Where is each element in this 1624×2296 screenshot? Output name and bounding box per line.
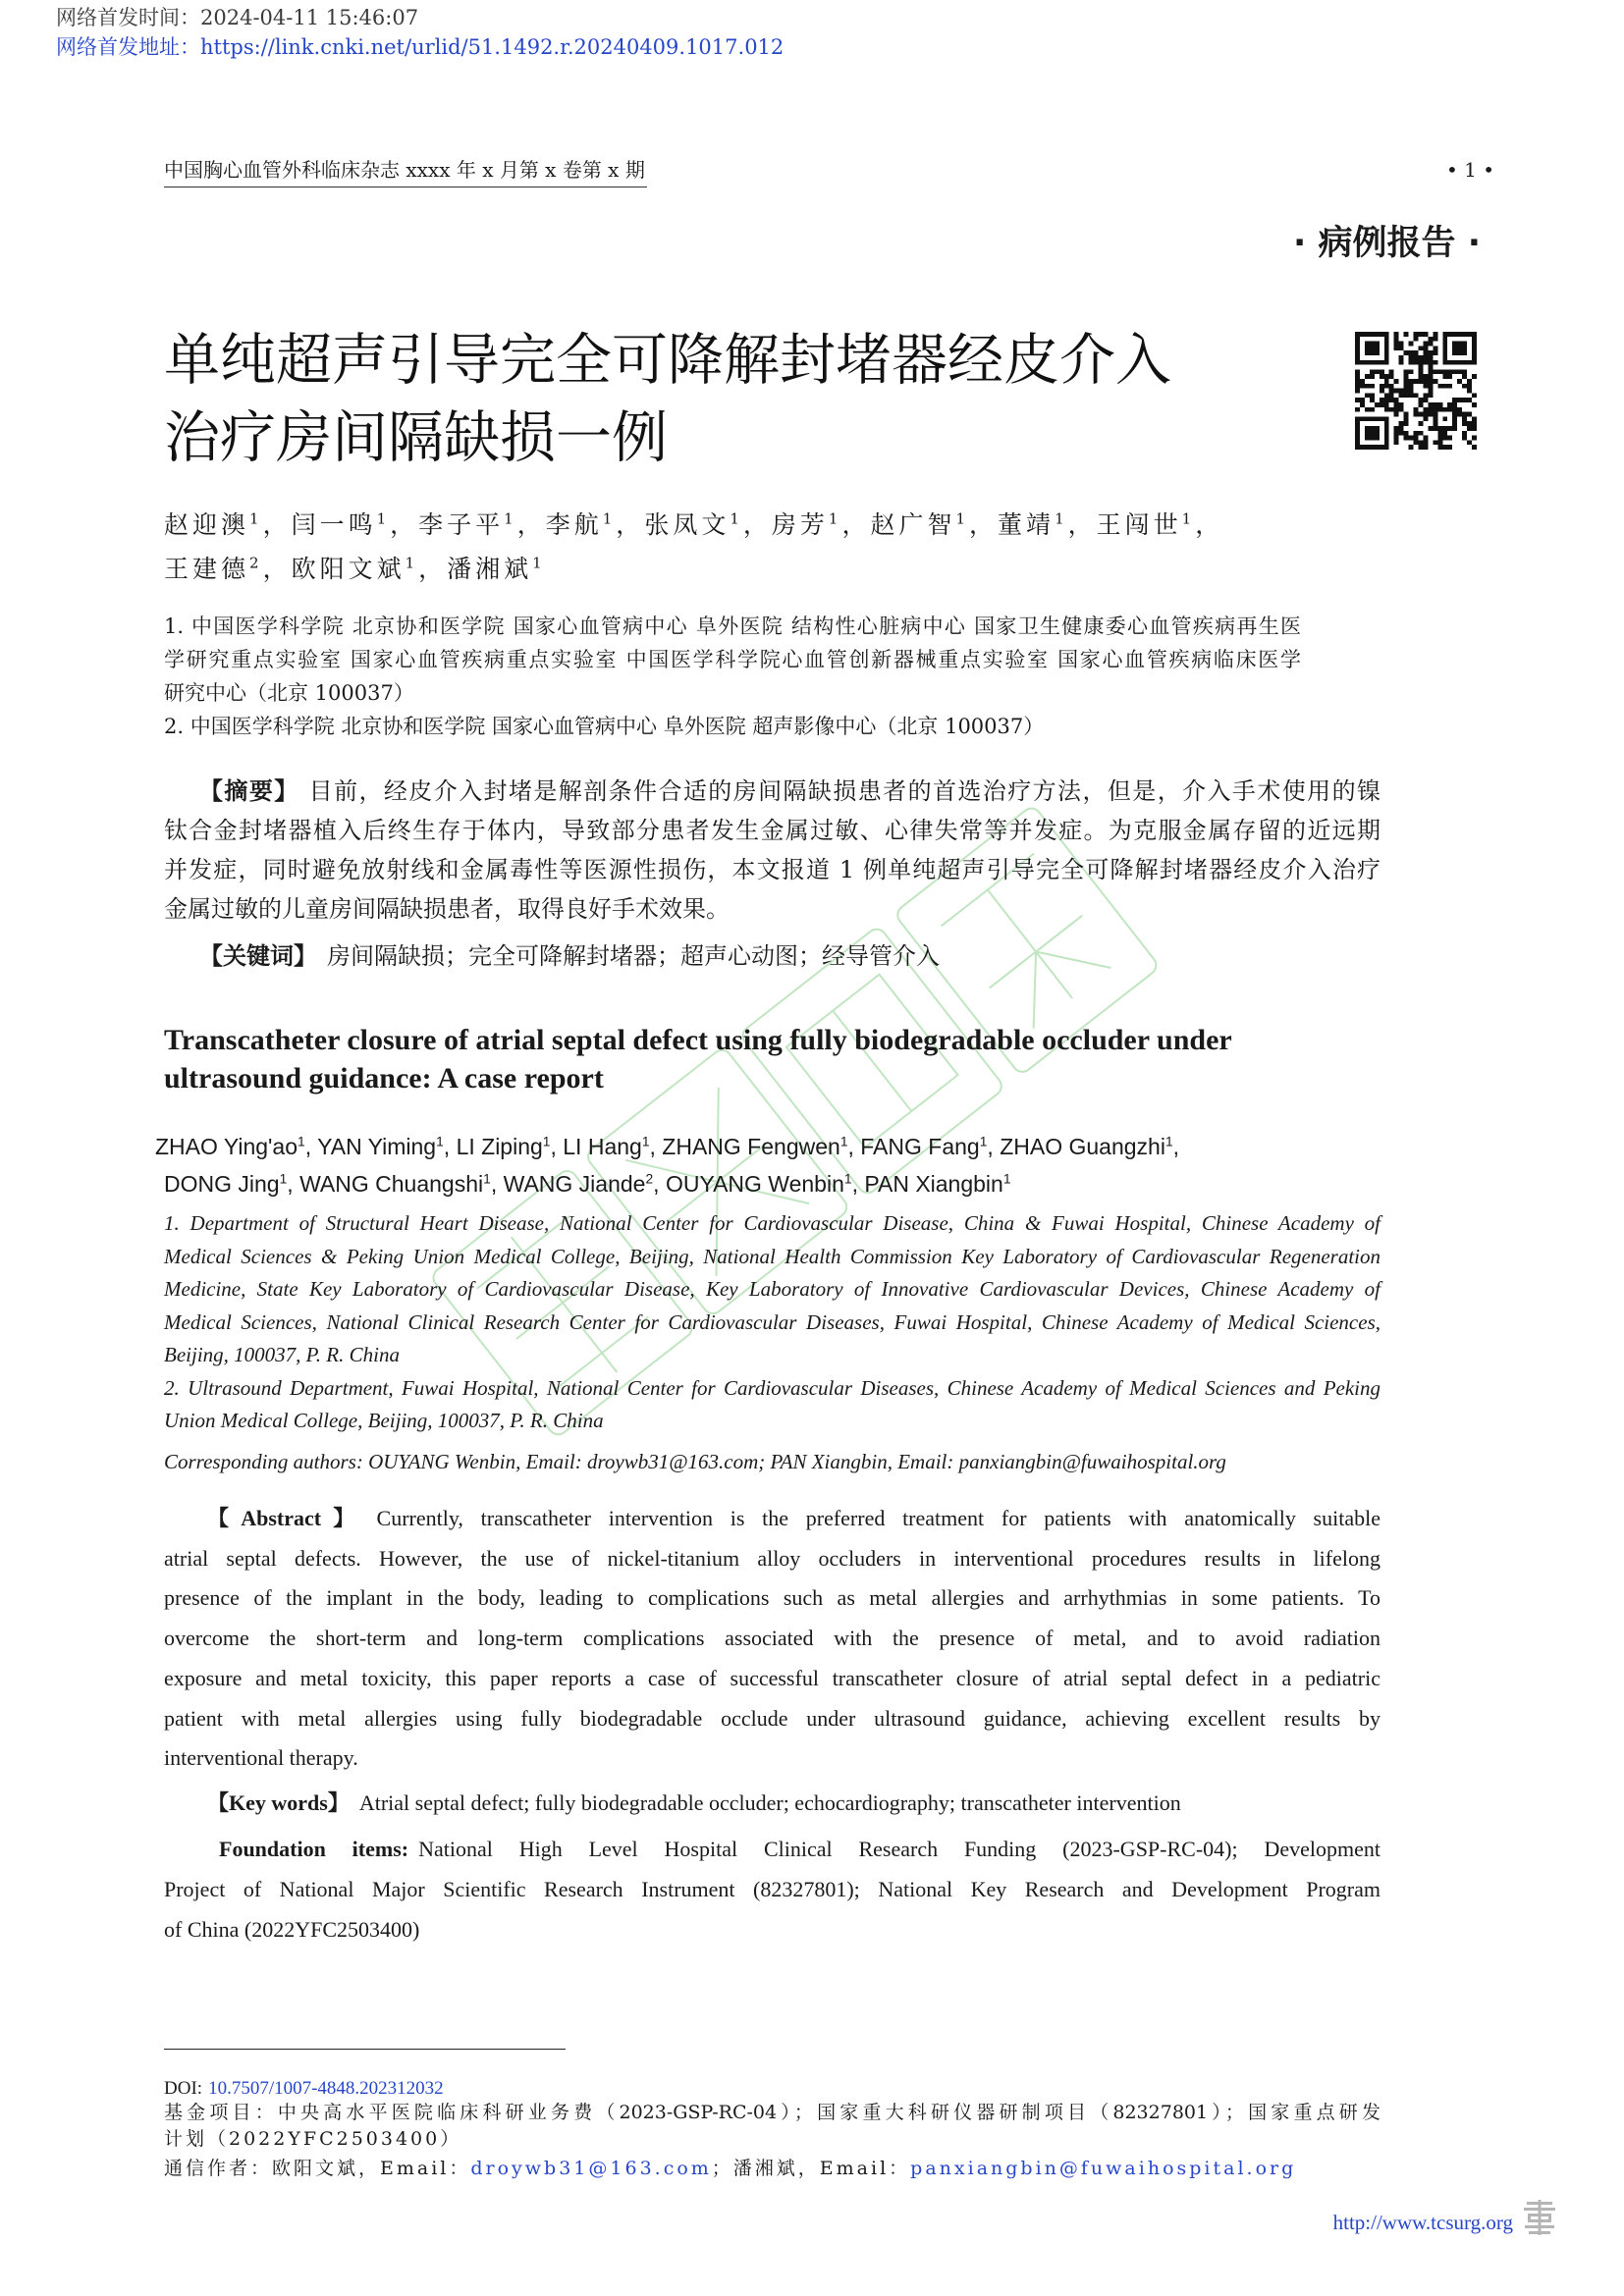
author-separator: ， (742, 510, 772, 539)
author-affiliation-mark: 1 (298, 1134, 305, 1149)
author-affiliation-mark: 1 (436, 1134, 444, 1149)
author-affiliation-mark: 1 (279, 1171, 288, 1187)
journal-header (164, 157, 647, 187)
foundation-en-label: Foundation items: (219, 1837, 409, 1861)
abstract-cn-line: 金属过敏的儿童房间隔缺损患者，取得良好手术效果。 (164, 895, 730, 923)
author-separator: ， (390, 510, 419, 539)
author-name: ZHANG Fengwen (662, 1134, 840, 1159)
author-separator: ， (841, 510, 871, 539)
author-name: 欧阳文斌 (291, 555, 406, 583)
footnote-funding (164, 2100, 1380, 2153)
footnote-corr-middle: ；潘湘斌，Email： (711, 2158, 911, 2179)
doi-link[interactable]: 10.7507/1007-4848.202312032 (208, 2078, 444, 2099)
affiliation-en-line: Beijing, 100037, P. R. China (164, 1343, 400, 1366)
author-name: 王建德 (164, 555, 250, 583)
footnote-doi (164, 2077, 1380, 2101)
author-affiliation-mark: 1 (405, 554, 419, 572)
author-affiliation-mark: 1 (641, 1134, 650, 1149)
keywords-cn-text: 房间隔缺损；完全可降解封堵器；超声心动图；经导管介入 (327, 942, 940, 970)
author-separator: , (304, 1134, 318, 1159)
website-link[interactable]: http://www.tcsurg.org (1332, 2211, 1513, 2234)
online-first-address-link[interactable]: https://link.cnki.net/urlid/51.1492.r.20240409.1017.012 (200, 35, 785, 59)
author-affiliation-mark: 1 (979, 1134, 988, 1149)
affiliation-cn-line: 研究中心（北京 100037） (164, 681, 414, 705)
abstract-cn-line: 并发症，同时避免放射线和金属毒性等医源性损伤，本文报道 1 例单纯超声引导完全可降解封堵器经皮介入治疗 (164, 856, 1380, 883)
page-number: • 1 • (1445, 158, 1494, 182)
author-affiliation-mark: 1 (1164, 1134, 1173, 1149)
author-name: 赵广智 (870, 510, 956, 539)
author-name: FANG Fang (860, 1134, 980, 1159)
online-first-address-label: 网络首发地址： (56, 35, 200, 59)
online-first-address (56, 35, 784, 59)
journal-logo-icon (1521, 2199, 1558, 2236)
author-affiliation-mark: 1 (542, 1134, 551, 1149)
author-name: 王闯世 (1096, 510, 1182, 539)
author-name: ZHAO Guangzhi (1000, 1134, 1165, 1159)
author-name: 李子平 (418, 510, 505, 539)
author-separator: ， (1067, 510, 1097, 539)
foundation-en-line: of China (2022YFC2503400) (164, 1917, 420, 1942)
author-separator: ， (969, 510, 999, 539)
affiliation-cn-line: 1. 中国医学科学院 北京协和医学院 国家心血管病中心 阜外医院 结构性心脏病中心 国家卫生健康委心血管疾病再生医 (164, 614, 1301, 638)
journal-issue: 中国胸心血管外科临床杂志 xxxx 年 x 月第 x 卷第 x 期 (164, 157, 647, 187)
author-name: WANG Chuangshi (299, 1171, 484, 1197)
author-affiliation-mark: 1 (376, 509, 391, 528)
foundation-en-line (164, 1829, 1380, 1869)
author-affiliation-mark: 1 (1002, 1171, 1011, 1187)
title-en (164, 1021, 1232, 1097)
author-separator: ， (418, 555, 448, 583)
abstract-cn-line (164, 772, 1380, 811)
author-affiliation-mark: 1 (504, 509, 517, 528)
online-first-time-label: 网络首发时间： (56, 6, 200, 29)
author-affiliation-mark: 1 (730, 509, 743, 528)
abstract-en-line: interventional therapy. (164, 1745, 358, 1771)
title-cn (164, 322, 1171, 477)
email-link[interactable]: droywb31@163.com (470, 2158, 712, 2179)
abstract-en-line: patient with metal allergies using fully biodegradable occlude under ultrasound guidance, achieving excellent results by (164, 1705, 1380, 1731)
footnote-rule (164, 2049, 566, 2050)
footnote-corresponding (164, 2156, 1380, 2181)
author-name: 张凤文 (644, 510, 731, 539)
authors-cn (164, 503, 1223, 591)
affiliation-en-line: Medical Sciences, National Clinical Research Center for Cardiovascular Diseases, Fuwai Hospital, Chinese Academy of Medical Sciences, (164, 1309, 1380, 1334)
author-separator: , (987, 1134, 1001, 1159)
author-separator: , (550, 1134, 564, 1159)
footnote-corr-label: 通信作者：欧阳文斌，Email： (164, 2158, 471, 2179)
author-separator: , (490, 1171, 504, 1197)
author-affiliation-mark: 1 (249, 509, 263, 528)
foundation-en-text: National High Level Hospital Clinical Research Funding (2023-GSP-RC-04); Development (418, 1837, 1380, 1861)
author-affiliation-mark: 1 (602, 509, 617, 528)
abstract-cn-text: 目前，经皮介入封堵是解剖条件合适的房间隔缺损患者的首选治疗方法，但是，介入手术使用的镍 (308, 777, 1381, 805)
author-separator: , (649, 1134, 663, 1159)
author-affiliation-mark: 2 (645, 1171, 654, 1187)
affiliation-en-line: 2. Ultrasound Department, Fuwai Hospital, National Center for Cardiovascular Diseases, Chinese Academy of Medical Sciences and Peking (164, 1375, 1380, 1400)
affiliation-cn-line: 学研究重点实验室 国家心血管疾病重点实验室 中国医学科学院心血管创新器械重点实验室 国家心血管疾病临床医学 (164, 648, 1301, 671)
keywords-cn-label: 【关键词】 (199, 941, 317, 970)
affiliation-en-line: Union Medical College, Beijing, 100037, P. R. China (164, 1409, 604, 1432)
author-name: YAN Yiming (317, 1134, 437, 1159)
author-affiliation-mark: 1 (828, 509, 842, 528)
corresponding-authors-en: Corresponding authors: OUYANG Wenbin, Email: droywb31@163.com; PAN Xiangbin, Email: panxiangbin@fuwaihospital.org (164, 1450, 1226, 1473)
footnote-funding-line: 计划（2022YFC2503400） (164, 2128, 462, 2150)
author-name: LI Hang (563, 1134, 642, 1159)
abstract-en-line: presence of the implant in the body, leading to complications such as metal allergies and arrhythmias in some patients. To (164, 1585, 1380, 1611)
author-name: 潘湘斌 (447, 555, 533, 583)
author-separator: , (851, 1171, 865, 1197)
author-affiliation-mark: 1 (1181, 509, 1196, 528)
author-name: 李航 (545, 510, 603, 539)
author-name: 董靖 (998, 510, 1056, 539)
author-name: ZHAO Ying'ao (155, 1134, 298, 1159)
author-name: LI Ziping (456, 1134, 543, 1159)
authors-en-line (164, 1165, 1179, 1202)
affiliations-en (164, 1207, 1380, 1438)
abstract-cn (164, 772, 1380, 929)
online-first-time-value: 2024-04-11 15:46:07 (200, 6, 419, 29)
keywords-en-label: 【Key words】 (207, 1790, 350, 1815)
author-affiliation-mark: 1 (483, 1171, 491, 1187)
keywords-en-text: Atrial septal defect; fully biodegradable occluder; echocardiography; transcatheter intervention (358, 1790, 1181, 1815)
abstract-en-line (164, 1499, 1380, 1539)
affiliation-en-line: Medicine, State Key Laboratory of Cardiovascular Disease, Key Laboratory of Innovative Cardiovascular Devices, Chinese Academy of (164, 1277, 1380, 1301)
author-affiliation-mark: 1 (955, 509, 970, 528)
author-name: 闫一鸣 (291, 510, 377, 539)
authors-cn-line (164, 547, 1223, 591)
qr-code-icon[interactable] (1355, 332, 1477, 450)
author-separator: ， (262, 510, 292, 539)
author-affiliation-mark: 2 (249, 554, 263, 572)
email-link[interactable]: panxiangbin@fuwaihospital.org (910, 2158, 1297, 2179)
title-cn-line: 治疗房间隔缺损一例 (164, 405, 668, 470)
author-name: 房芳 (771, 510, 829, 539)
author-separator: ， (262, 555, 292, 583)
author-separator: ， (516, 510, 546, 539)
abstract-cn-label: 【摘要】 (199, 776, 299, 805)
affiliations-cn (164, 610, 1301, 743)
abstract-en-label: 【Abstract】 (207, 1506, 367, 1530)
author-affiliation-mark: 1 (532, 554, 546, 572)
authors-cn-line (164, 503, 1223, 547)
author-separator: ， (1195, 510, 1224, 539)
author-name: DONG Jing (164, 1171, 280, 1197)
author-separator: , (443, 1134, 457, 1159)
author-affiliation-mark: 1 (843, 1171, 852, 1187)
author-affiliation-mark: 1 (839, 1134, 848, 1149)
title-cn-line: 单纯超声引导完全可降解封堵器经皮介入 (164, 328, 1171, 393)
online-first-time (56, 6, 418, 29)
author-separator: , (847, 1134, 861, 1159)
author-separator: , (653, 1171, 666, 1197)
authors-en-line (155, 1128, 1179, 1165)
abstract-cn-line: 钛合金封堵器植入后终生存于体内，导致部分患者发生金属过敏、心律失常等并发症。为克服金属存留的近远期 (164, 817, 1380, 844)
author-affiliation-mark: 1 (1055, 509, 1068, 528)
keywords-en (164, 1784, 1424, 1823)
author-separator: ， (616, 510, 645, 539)
abstract-en-line: atrial septal defects. However, the use of nickel-titanium alloy occluders in interventional procedures results in lifelong (164, 1545, 1380, 1571)
abstract-en (164, 1499, 1380, 1779)
qr-modules (1355, 332, 1477, 450)
author-name: WANG Jiande (503, 1171, 646, 1197)
author-name: 赵迎澳 (164, 510, 250, 539)
footnote-funding-line: 基金项目：中央高水平医院临床科研业务费（2023-GSP-RC-04）；国家重大科研仪器研制项目（82327801）；国家重点研发 (164, 2102, 1380, 2123)
section-label: · 病例报告 · (1293, 224, 1481, 263)
abstract-en-line: exposure and metal toxicity, this paper reports a case of successful transcatheter closure of atrial septal defect in a pediatric (164, 1665, 1380, 1690)
foundation-en (164, 1829, 1380, 1949)
affiliation-cn-line: 2. 中国医学科学院 北京协和医学院 国家心血管病中心 阜外医院 超声影像中心（北京 100037） (164, 715, 1045, 738)
affiliation-en-line: Medical Sciences & Peking Union Medical College, Beijing, National Health Commission Key Laboratory of Cardiovascular Regeneration (164, 1244, 1380, 1268)
abstract-en-line: overcome the short-term and long-term complications associated with the presence of metal, and to avoid radiation (164, 1626, 1380, 1651)
affiliation-en-line: 1. Department of Structural Heart Disease, National Center for Cardiovascular Disease, China & Fuwai Hospital, Chinese Academy of (164, 1211, 1380, 1235)
authors-en (155, 1128, 1180, 1202)
author-separator: , (1172, 1134, 1180, 1159)
foundation-en-line: Project of National Major Scientific Research Instrument (82327801); National Key Research and Development Program (164, 1877, 1380, 1901)
doi-label: DOI: (164, 2078, 203, 2099)
abstract-en-text: Currently, transcatheter intervention is the preferred treatment for patients with anatomically suitable (376, 1506, 1380, 1530)
title-en-line: Transcatheter closure of atrial septal defect using fully biodegradable occluder under (164, 1024, 1232, 1056)
author-name: PAN Xiangbin (864, 1171, 1003, 1197)
author-name: OUYANG Wenbin (665, 1171, 844, 1197)
title-en-line: ultrasound guidance: A case report (164, 1062, 604, 1095)
author-separator: , (287, 1171, 300, 1197)
keywords-cn (164, 936, 1416, 976)
